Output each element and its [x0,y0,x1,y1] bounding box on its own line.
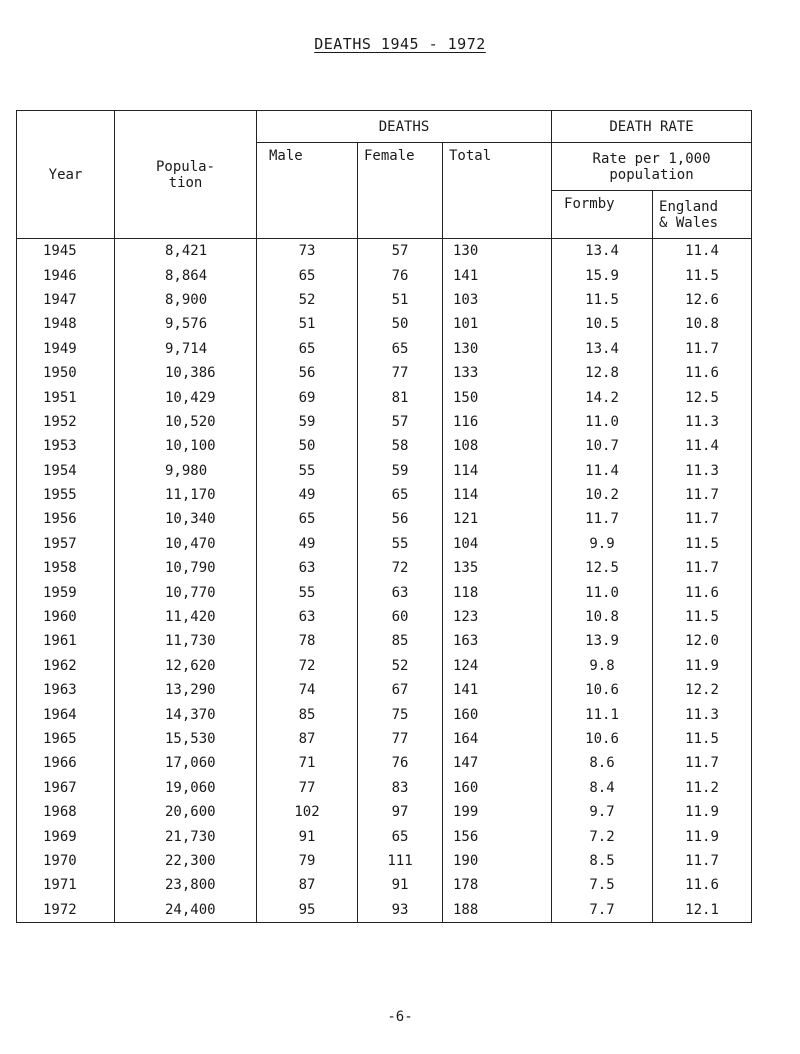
cell-male: 85 [257,702,358,726]
cell-male: 49 [257,483,358,507]
cell-year: 1955 [17,483,115,507]
cell-total: 163 [443,629,552,653]
cell-year: 1953 [17,434,115,458]
cell-male: 87 [257,873,358,897]
cell-year: 1950 [17,361,115,385]
cell-formby-rate: 10.5 [552,312,653,336]
cell-male: 79 [257,849,358,873]
table-row [17,776,752,800]
cell-year: 1945 [17,239,115,264]
cell-formby-rate: 13.9 [552,629,653,653]
cell-formby-rate: 12.8 [552,361,653,385]
cell-england-wales-rate: 11.7 [653,556,752,580]
cell-total: 178 [443,873,552,897]
cell-england-wales-rate: 11.9 [653,824,752,848]
table-row [17,849,752,873]
cell-male: 63 [257,605,358,629]
page-number: -6- [387,1009,413,1025]
cell-england-wales-rate: 11.5 [653,727,752,751]
cell-female: 91 [358,873,443,897]
cell-population: 20,600 [115,800,257,824]
cell-population: 8,421 [115,239,257,264]
cell-england-wales-rate: 10.8 [653,312,752,336]
cell-total: 141 [443,263,552,287]
cell-year: 1965 [17,727,115,751]
cell-population: 12,620 [115,654,257,678]
cell-male: 51 [257,312,358,336]
cell-formby-rate: 8.5 [552,849,653,873]
cell-male: 65 [257,507,358,531]
cell-year: 1956 [17,507,115,531]
header-male: Male [257,143,358,239]
cell-population: 15,530 [115,727,257,751]
cell-england-wales-rate: 11.3 [653,459,752,483]
cell-england-wales-rate: 11.5 [653,263,752,287]
table-body [17,239,752,923]
cell-total: 190 [443,849,552,873]
header-total: Total [443,143,552,239]
table-row [17,385,752,409]
cell-year: 1971 [17,873,115,897]
cell-male: 95 [257,898,358,923]
table-row [17,751,752,775]
cell-male: 63 [257,556,358,580]
cell-female: 81 [358,385,443,409]
cell-population: 10,100 [115,434,257,458]
cell-male: 55 [257,459,358,483]
cell-total: 130 [443,239,552,264]
cell-total: 130 [443,337,552,361]
cell-male: 59 [257,410,358,434]
cell-england-wales-rate: 11.3 [653,702,752,726]
cell-year: 1964 [17,702,115,726]
cell-female: 76 [358,263,443,287]
cell-population: 10,520 [115,410,257,434]
table-row [17,459,752,483]
cell-female: 59 [358,459,443,483]
table-row [17,580,752,604]
cell-england-wales-rate: 11.6 [653,580,752,604]
cell-formby-rate: 12.5 [552,556,653,580]
cell-male: 69 [257,385,358,409]
cell-england-wales-rate: 11.4 [653,239,752,264]
cell-total: 150 [443,385,552,409]
cell-male: 49 [257,532,358,556]
table-row [17,824,752,848]
cell-total: 124 [443,654,552,678]
cell-england-wales-rate: 12.0 [653,629,752,653]
cell-year: 1963 [17,678,115,702]
header-population: Popula- tion [115,111,257,239]
cell-population: 9,576 [115,312,257,336]
table-row [17,483,752,507]
cell-total: 118 [443,580,552,604]
cell-female: 52 [358,654,443,678]
cell-formby-rate: 7.7 [552,898,653,923]
table-row [17,507,752,531]
table-row [17,337,752,361]
header-england-wales: England & Wales [653,191,752,239]
cell-female: 77 [358,727,443,751]
cell-male: 71 [257,751,358,775]
cell-total: 141 [443,678,552,702]
cell-female: 65 [358,483,443,507]
cell-england-wales-rate: 11.6 [653,873,752,897]
cell-population: 8,864 [115,263,257,287]
cell-female: 57 [358,410,443,434]
cell-formby-rate: 13.4 [552,337,653,361]
cell-year: 1952 [17,410,115,434]
cell-england-wales-rate: 11.7 [653,507,752,531]
cell-male: 56 [257,361,358,385]
cell-population: 10,340 [115,507,257,531]
cell-male: 52 [257,288,358,312]
table-row [17,263,752,287]
cell-female: 55 [358,532,443,556]
cell-total: 123 [443,605,552,629]
cell-year: 1960 [17,605,115,629]
cell-formby-rate: 10.7 [552,434,653,458]
table-row [17,605,752,629]
cell-total: 103 [443,288,552,312]
cell-female: 111 [358,849,443,873]
cell-total: 188 [443,898,552,923]
cell-formby-rate: 7.2 [552,824,653,848]
cell-england-wales-rate: 11.9 [653,800,752,824]
cell-year: 1951 [17,385,115,409]
cell-male: 65 [257,263,358,287]
table-header [17,111,752,239]
cell-male: 87 [257,727,358,751]
cell-female: 85 [358,629,443,653]
cell-total: 156 [443,824,552,848]
cell-population: 19,060 [115,776,257,800]
cell-population: 11,420 [115,605,257,629]
cell-population: 11,730 [115,629,257,653]
cell-year: 1969 [17,824,115,848]
cell-female: 67 [358,678,443,702]
table-row [17,678,752,702]
cell-male: 77 [257,776,358,800]
cell-male: 73 [257,239,358,264]
cell-total: 164 [443,727,552,751]
cell-population: 8,900 [115,288,257,312]
cell-female: 50 [358,312,443,336]
table-row [17,898,752,923]
cell-year: 1968 [17,800,115,824]
cell-population: 22,300 [115,849,257,873]
table-row [17,239,752,264]
cell-female: 76 [358,751,443,775]
cell-england-wales-rate: 11.7 [653,483,752,507]
header-rate-per-1000: Rate per 1,000 population [552,143,752,191]
cell-england-wales-rate: 11.2 [653,776,752,800]
cell-england-wales-rate: 11.5 [653,532,752,556]
table-row [17,410,752,434]
cell-female: 83 [358,776,443,800]
cell-population: 9,714 [115,337,257,361]
cell-england-wales-rate: 11.6 [653,361,752,385]
table-row [17,288,752,312]
cell-total: 133 [443,361,552,385]
cell-year: 1962 [17,654,115,678]
cell-formby-rate: 10.2 [552,483,653,507]
cell-england-wales-rate: 11.5 [653,605,752,629]
table-row [17,434,752,458]
cell-england-wales-rate: 12.2 [653,678,752,702]
cell-population: 10,790 [115,556,257,580]
cell-population: 21,730 [115,824,257,848]
cell-total: 116 [443,410,552,434]
cell-female: 56 [358,507,443,531]
cell-female: 97 [358,800,443,824]
header-death-rate-group: DEATH RATE [552,111,752,143]
cell-female: 72 [358,556,443,580]
cell-population: 14,370 [115,702,257,726]
cell-england-wales-rate: 11.4 [653,434,752,458]
table-row [17,629,752,653]
table-row [17,532,752,556]
cell-female: 65 [358,824,443,848]
cell-female: 93 [358,898,443,923]
table-row [17,727,752,751]
cell-population: 11,170 [115,483,257,507]
cell-male: 50 [257,434,358,458]
cell-england-wales-rate: 12.6 [653,288,752,312]
table-row [17,556,752,580]
cell-year: 1947 [17,288,115,312]
table-row [17,312,752,336]
header-female: Female [358,143,443,239]
cell-male: 78 [257,629,358,653]
cell-year: 1970 [17,849,115,873]
cell-england-wales-rate: 12.1 [653,898,752,923]
cell-england-wales-rate: 11.7 [653,849,752,873]
cell-female: 58 [358,434,443,458]
table-row [17,702,752,726]
cell-formby-rate: 10.6 [552,727,653,751]
cell-male: 65 [257,337,358,361]
cell-year: 1946 [17,263,115,287]
cell-year: 1954 [17,459,115,483]
cell-year: 1957 [17,532,115,556]
cell-population: 24,400 [115,898,257,923]
cell-formby-rate: 11.5 [552,288,653,312]
cell-formby-rate: 11.0 [552,410,653,434]
header-deaths-group: DEATHS [257,111,552,143]
cell-male: 102 [257,800,358,824]
cell-formby-rate: 14.2 [552,385,653,409]
header-year: Year [17,111,115,239]
cell-total: 160 [443,776,552,800]
cell-population: 23,800 [115,873,257,897]
cell-total: 121 [443,507,552,531]
cell-total: 104 [443,532,552,556]
cell-year: 1972 [17,898,115,923]
cell-formby-rate: 15.9 [552,263,653,287]
cell-total: 108 [443,434,552,458]
cell-formby-rate: 10.6 [552,678,653,702]
cell-year: 1966 [17,751,115,775]
cell-year: 1948 [17,312,115,336]
cell-formby-rate: 11.1 [552,702,653,726]
cell-formby-rate: 11.7 [552,507,653,531]
cell-england-wales-rate: 12.5 [653,385,752,409]
cell-female: 57 [358,239,443,264]
cell-female: 77 [358,361,443,385]
cell-male: 91 [257,824,358,848]
table-row [17,654,752,678]
cell-formby-rate: 9.7 [552,800,653,824]
cell-year: 1959 [17,580,115,604]
cell-england-wales-rate: 11.9 [653,654,752,678]
cell-formby-rate: 8.4 [552,776,653,800]
cell-england-wales-rate: 11.7 [653,751,752,775]
table-row [17,800,752,824]
page-title: DEATHS 1945 - 1972 [314,35,486,53]
cell-total: 135 [443,556,552,580]
cell-female: 51 [358,288,443,312]
cell-population: 13,290 [115,678,257,702]
cell-male: 72 [257,654,358,678]
table-row [17,361,752,385]
cell-year: 1958 [17,556,115,580]
cell-total: 160 [443,702,552,726]
cell-formby-rate: 10.8 [552,605,653,629]
cell-female: 65 [358,337,443,361]
cell-female: 60 [358,605,443,629]
cell-population: 9,980 [115,459,257,483]
cell-population: 10,770 [115,580,257,604]
cell-formby-rate: 9.8 [552,654,653,678]
cell-total: 101 [443,312,552,336]
cell-male: 55 [257,580,358,604]
cell-total: 114 [443,483,552,507]
cell-england-wales-rate: 11.3 [653,410,752,434]
deaths-table [16,110,752,923]
cell-formby-rate: 8.6 [552,751,653,775]
cell-population: 10,470 [115,532,257,556]
cell-year: 1961 [17,629,115,653]
cell-formby-rate: 11.0 [552,580,653,604]
cell-female: 75 [358,702,443,726]
header-formby: Formby [552,191,653,239]
cell-formby-rate: 13.4 [552,239,653,264]
cell-male: 74 [257,678,358,702]
cell-year: 1949 [17,337,115,361]
cell-england-wales-rate: 11.7 [653,337,752,361]
cell-formby-rate: 7.5 [552,873,653,897]
cell-formby-rate: 9.9 [552,532,653,556]
cell-total: 147 [443,751,552,775]
cell-year: 1967 [17,776,115,800]
cell-population: 10,386 [115,361,257,385]
table-row [17,873,752,897]
cell-population: 17,060 [115,751,257,775]
cell-total: 199 [443,800,552,824]
cell-population: 10,429 [115,385,257,409]
cell-formby-rate: 11.4 [552,459,653,483]
cell-female: 63 [358,580,443,604]
cell-total: 114 [443,459,552,483]
